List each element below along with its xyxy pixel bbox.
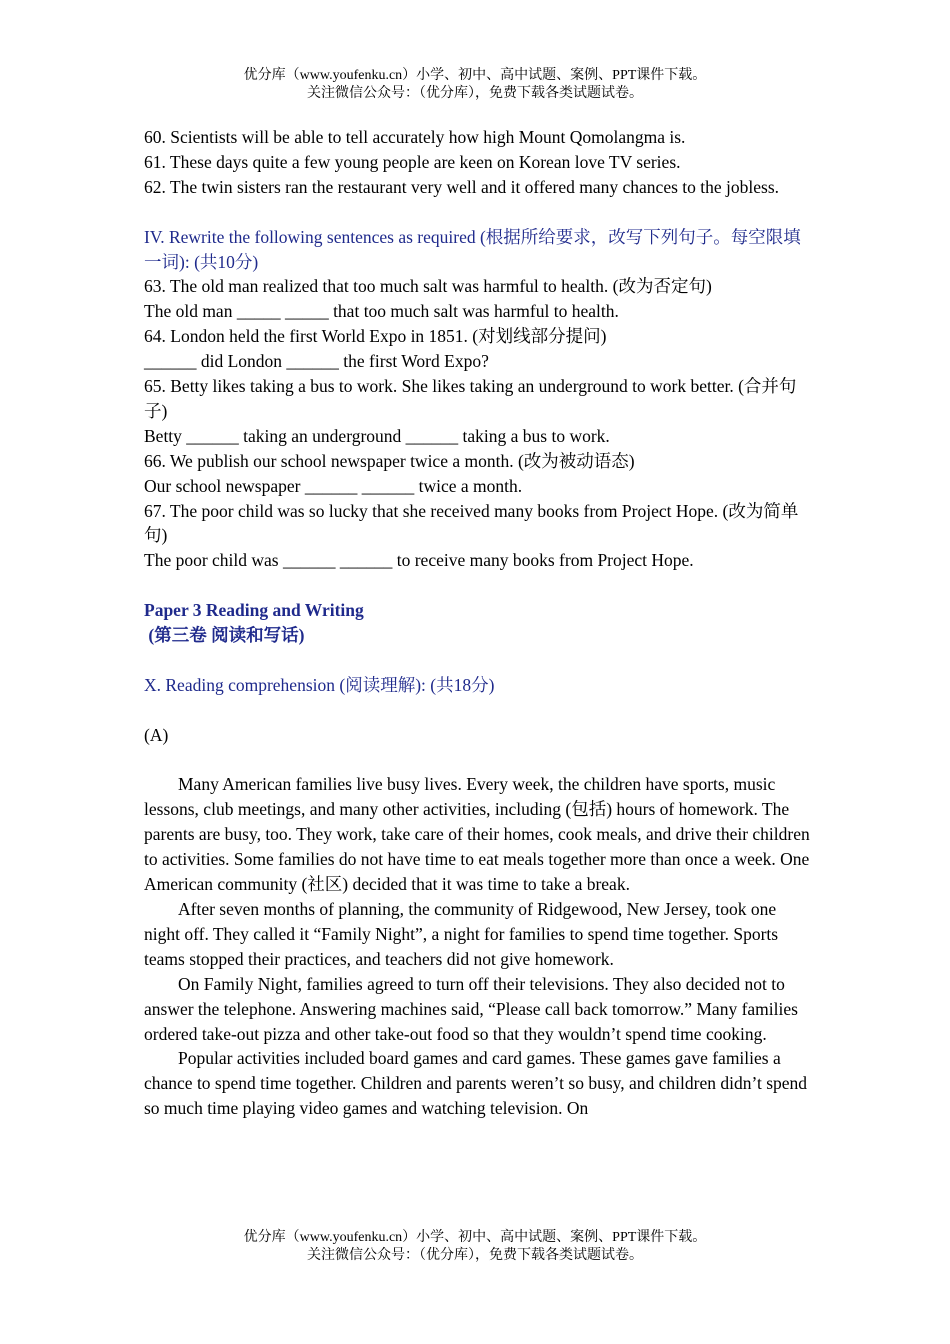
passage-paragraph: After seven months of planning, the community of Ridgewood, New Jersey, took one night off. They called it “Family Night”, a night for families to spend time together. Sports teams stopped their practices, and teachers did not give homework.	[144, 899, 779, 969]
passage-paragraph: Popular activities included board games and card games. These games gave families a chance to spend time together. Children and parents weren’t so busy, and children didn’t spend so much time playing video games and watching television. On	[144, 1048, 808, 1119]
section-10-title: X. Reading comprehension (阅读理解): (共18分)	[144, 674, 495, 695]
translation-item: 61. These days quite a few young people are keen on Korean love TV series.	[144, 151, 681, 172]
translation-item: 60. Scientists will be able to tell accurately how high Mount Qomolangma is.	[144, 127, 686, 147]
rewrite-question: 64. London held the first World Expo in 1851. (对划线部分提问)	[144, 326, 607, 347]
section-4-title: IV. Rewrite the following sentences as required (根据所给要求，改写下列句子。每空限填一词): (共10分)	[144, 226, 801, 272]
page-header	[0, 67, 950, 103]
rewrite-answer: The poor child was ______ ______ to receive many books from Project Hope.	[144, 550, 694, 571]
rewrite-answer: Our school newspaper ______ ______ twice a month.	[144, 475, 523, 496]
paper-3-subtitle: (第三卷 阅读和写话)	[144, 625, 305, 646]
rewrite-question: 63. The old man realized that too much salt was harmful to health. (改为否定句)	[144, 276, 712, 297]
footer-line-2: 关注微信公众号：（优分库），免费下载各类试题试卷。	[307, 1248, 643, 1263]
paper-3-title: Paper 3 Reading and Writing	[144, 600, 364, 621]
header-line-2: 关注微信公众号：（优分库），免费下载各类试题试卷。	[307, 86, 643, 101]
rewrite-answer: The old man _____ _____ that too much salt was harmful to health.	[144, 301, 619, 322]
passage-paragraph: On Family Night, families agreed to turn off their televisions. They also decided not to answer the telephone. Answering machines said, “Please call back tomorrow.” Many families ordered take-out pizza and other take-out food so that they wouldn’t spend time cooking.	[144, 973, 798, 1044]
header-line-1: 优分库（www.youfenku.cn）小学、初中、高中试题、案例、PPT课件下载。	[243, 68, 707, 83]
rewrite-question: 67. The poor child was so lucky that she received many books from Project Hope. (改为简单句)	[144, 500, 799, 546]
rewrite-question: 66. We publish our school newspaper twice a month. (改为被动语态)	[144, 450, 635, 471]
document-body	[144, 125, 810, 1121]
passage-paragraph: Many American families live busy lives. Every week, the children have sports, music lessons, club meetings, and many other activities, including (包括) hours of homework. The parents are busy, too. They work, take care of their homes, cook meals, and drive their children to activities. Some families do not have time to eat meals together more than once a week. One American community (社区) decided that it was time to take a break.	[144, 774, 810, 895]
passage-label: (A)	[144, 724, 169, 745]
rewrite-question: 65. Betty likes taking a bus to work. She likes taking an underground to work better. (合并句子)	[144, 376, 797, 421]
rewrite-answer: ______ did London ______ the first Word Expo?	[144, 351, 489, 372]
rewrite-answer: Betty ______ taking an underground ______ taking a bus to work.	[144, 425, 610, 446]
translation-item: 62. The twin sisters ran the restaurant very well and it offered many chances to the jobless.	[144, 176, 779, 197]
footer-line-1: 优分库（www.youfenku.cn）小学、初中、高中试题、案例、PPT课件下载。	[243, 1230, 707, 1245]
page-footer	[0, 1229, 950, 1265]
